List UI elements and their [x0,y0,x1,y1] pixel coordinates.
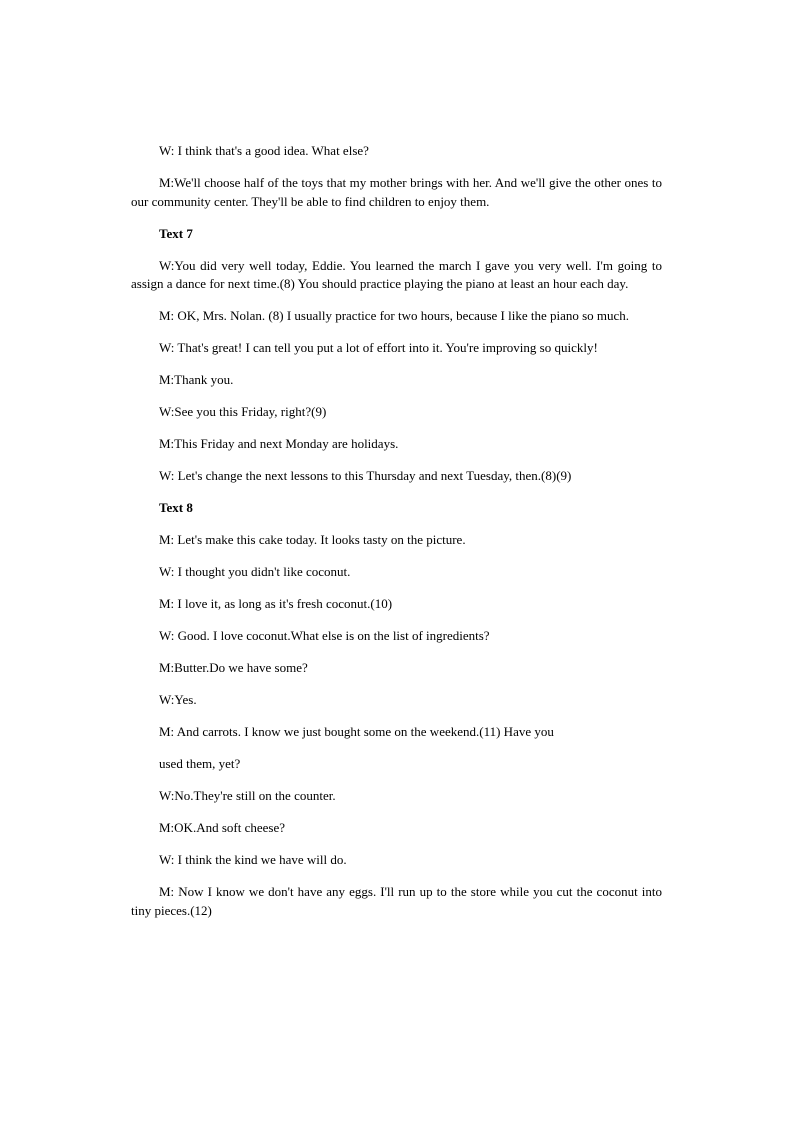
paragraph: M:OK.And soft cheese? [159,820,285,835]
paragraph: M: And carrots. I know we just bought some on the weekend.(11) Have you [159,724,554,739]
paragraph: W: That's great! I can tell you put a lot of effort into it. You're improving so quickly! [159,340,598,355]
paragraph: W: I think that's a good idea. What else? [159,143,369,158]
paragraph: W: Let's change the next lessons to this Thursday and next Tuesday, then.(8)(9) [159,468,572,483]
paragraph: M:Thank you. [159,372,234,387]
paragraph: W: I thought you didn't like coconut. [159,564,351,579]
paragraph: M: Let's make this cake today. It looks tasty on the picture. [159,532,466,547]
paragraph: W:No.They're still on the counter. [159,788,336,803]
section-heading: Text 8 [159,500,193,515]
paragraph: M: Now I know we don't have any eggs. I'll run up to the store while you cut the coconut into tiny pieces.(12) [131,884,662,918]
paragraph: M:Butter.Do we have some? [159,660,308,675]
document-page [131,142,662,920]
paragraph: W:See you this Friday, right?(9) [159,404,327,419]
paragraph: M: OK, Mrs. Nolan. (8) I usually practice for two hours, because I like the piano so much. [159,308,630,323]
paragraph: W: I think the kind we have will do. [159,852,347,867]
paragraph: W:You did very well today, Eddie. You learned the march I gave you very well. I'm going to assign a dance for next time.(8) You should practice playing the piano at least an hour each day. [131,257,662,291]
paragraph: W: Good. I love coconut.What else is on the list of ingredients? [159,628,490,643]
paragraph: M: I love it, as long as it's fresh coconut.(10) [159,596,393,611]
paragraph: W:Yes. [159,692,197,707]
paragraph: M:This Friday and next Monday are holidays. [159,436,399,451]
section-heading: Text 7 [159,225,193,241]
paragraph: used them, yet? [159,756,241,771]
paragraph: M:We'll choose half of the toys that my mother brings with her. And we'll give the other ones to our community center. They'll be able to find children to enjoy them. [131,175,662,209]
